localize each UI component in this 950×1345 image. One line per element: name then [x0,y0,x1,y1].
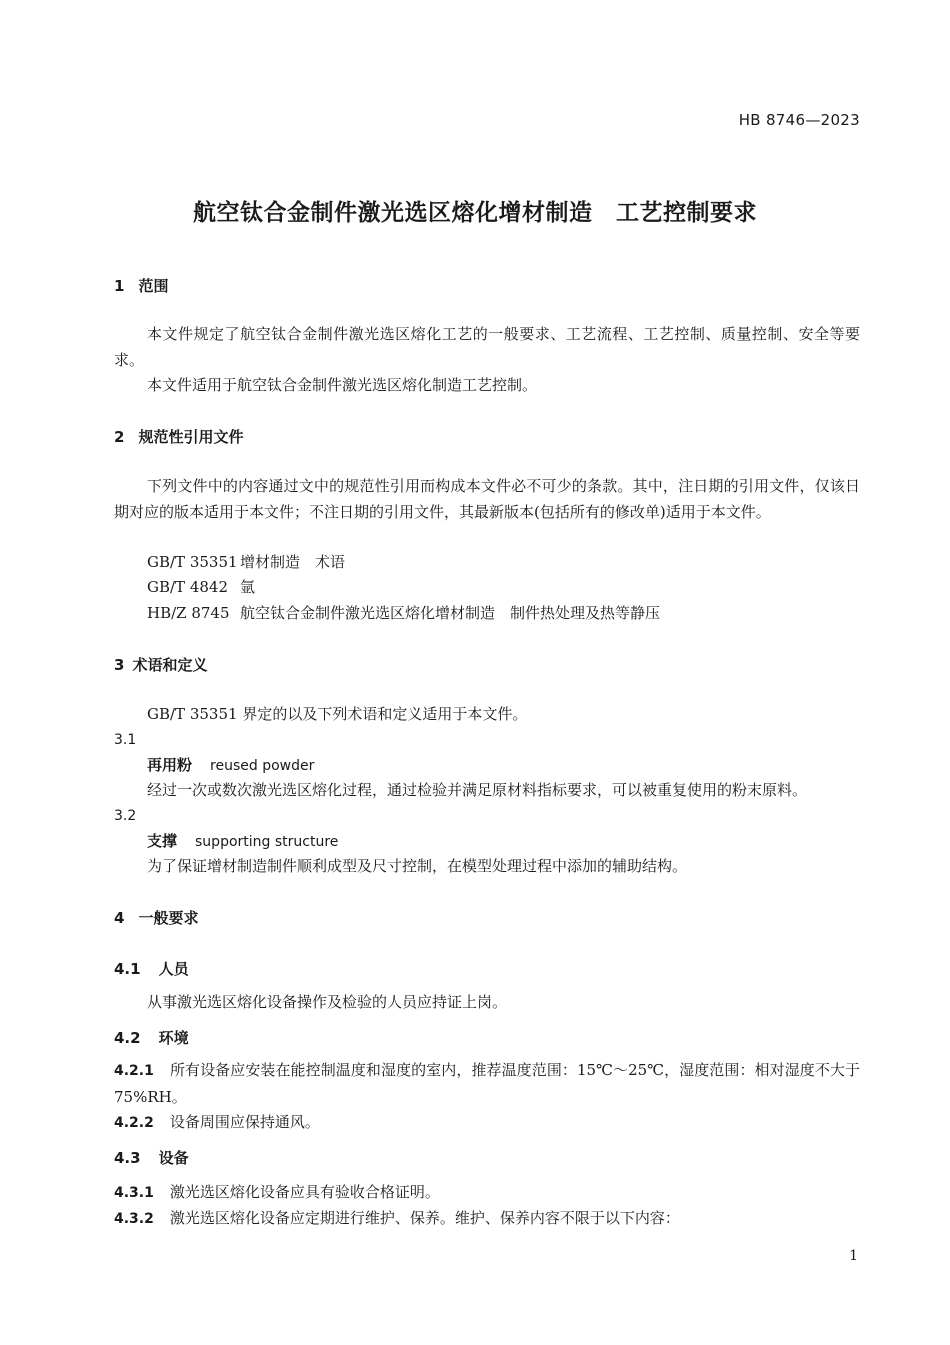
subsection-4-1-paragraph: 从事激光选区熔化设备操作及检验的人员应持证上岗。 [147,993,508,1011]
section-3-intro: GB/T 35351 界定的以及下列术语和定义适用于本文件。 [147,705,528,723]
subsection-title: 环境 [158,1029,189,1047]
section-4-number: 4 [114,909,125,927]
section-2-title: 规范性引用文件 [138,428,244,446]
clause-4-2-1 [114,1058,860,1110]
clause-4-3-1 [114,1182,440,1203]
section-1-paragraph-1: 本文件规定了航空钛合金制件激光选区熔化工艺的一般要求、工艺流程、工艺控制、质量控制、安全等要求。 [114,325,860,369]
subsection-4-2-heading [114,1027,189,1048]
section-4-heading [114,907,198,928]
subsection-4-3-heading [114,1147,189,1168]
section-4-title: 一般要求 [138,909,199,927]
section-1-paragraph-2: 本文件适用于航空钛合金制件激光选区熔化制造工艺控制。 [147,376,538,394]
document-title: 航空钛合金制件激光选区熔化增材制造 工艺控制要求 [193,200,757,226]
clause-text: 激光选区熔化设备应定期进行维护、保养。维护、保养内容不限于以下内容： [169,1209,680,1227]
reference-code: GB/T 35351 [147,553,238,571]
reference-row [147,552,345,572]
clause-number: 4.3.2 [114,1211,154,1227]
term-number: 3.1 [114,732,137,748]
clause-text: 激光选区熔化设备应具有验收合格证明。 [169,1183,440,1201]
clause-number: 4.2.2 [114,1115,154,1131]
term-definition: 为了保证增材制造制件顺利成型及尺寸控制，在模型处理过程中添加的辅助结构。 [147,857,688,875]
reference-row [147,577,255,597]
standard-code: HB 8746—2023 [738,111,860,129]
section-3-heading [114,654,207,675]
clause-4-2-2 [114,1112,320,1133]
section-1-title: 范围 [138,277,169,295]
reference-title: 航空钛合金制件激光选区熔化增材制造 制件热处理及热等静压 [240,604,661,622]
term-chinese: 支撑 [147,832,178,850]
reference-code: HB/Z 8745 [147,604,230,622]
clause-4-3-2 [114,1208,680,1229]
term-heading [147,831,338,852]
reference-title: 增材制造 术语 [240,553,346,571]
term-number: 3.2 [114,808,137,824]
clause-number: 4.3.1 [114,1185,154,1201]
subsection-4-1-heading [114,958,189,979]
section-3-number: 3 [114,656,125,674]
clause-number: 4.2.1 [114,1063,154,1079]
section-2-paragraph-1: 下列文件中的内容通过文中的规范性引用而构成本文件必不可少的条款。其中，注日期的引用文件，仅该日期对应的版本适用于本文件；不注日期的引用文件，其最新版本(包括所有的修改单)适用于本文件。 [114,477,860,521]
section-1-number: 1 [114,277,125,295]
section-2-heading [114,426,243,447]
section-1-heading [114,275,168,296]
clause-text: 设备周围应保持通风。 [169,1113,320,1131]
reference-row [147,603,660,623]
reference-title: 氩 [240,578,256,596]
term-english: supporting structure [195,834,339,850]
section-3-title: 术语和定义 [132,656,208,674]
clause-text: 所有设备应安装在能控制温度和湿度的室内，推荐温度范围：15℃～25℃，湿度范围：相对湿度不大于 75%RH。 [114,1061,860,1106]
term-heading [147,755,314,776]
term-english: reused powder [210,758,315,774]
subsection-title: 设备 [158,1149,189,1167]
term-chinese: 再用粉 [147,756,193,774]
term-definition: 经过一次或数次激光选区熔化过程，通过检验并满足原材料指标要求，可以被重复使用的粉末原料。 [147,781,808,799]
subsection-title: 人员 [158,960,189,978]
page-number: 1 [849,1248,858,1264]
subsection-number: 4.1 [114,960,141,978]
section-2-number: 2 [114,428,125,446]
reference-code: GB/T 4842 [147,578,229,596]
subsection-number: 4.3 [114,1149,141,1167]
subsection-number: 4.2 [114,1029,141,1047]
